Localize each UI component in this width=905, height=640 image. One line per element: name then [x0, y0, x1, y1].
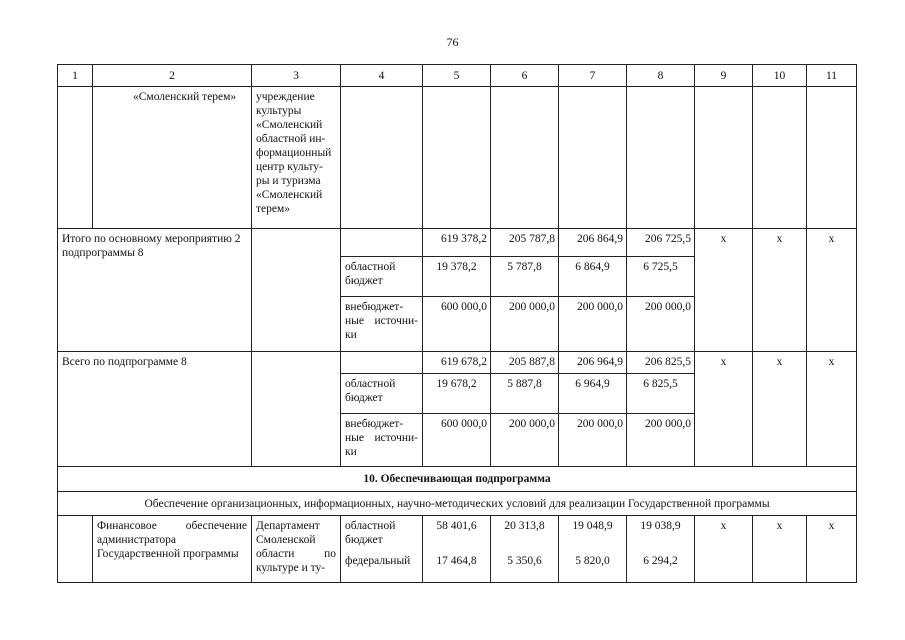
- executor-line: учреждение: [256, 91, 315, 103]
- page-number: 76: [446, 35, 459, 49]
- cell-value: 206 864,9: [559, 229, 627, 257]
- cell-value: 206 825,5: [627, 352, 695, 374]
- cell-value: 205 787,8: [491, 229, 559, 257]
- col-header: 8: [627, 65, 695, 87]
- funding-source: областной бюджет: [341, 374, 423, 414]
- executor-cell: [252, 87, 341, 229]
- cell-mark: х: [807, 229, 857, 352]
- col-header: 11: [807, 65, 857, 87]
- cell-value: 206 964,9: [559, 352, 627, 374]
- executor-line: культуры: [256, 105, 302, 117]
- cell-value: 200 000,0: [627, 297, 695, 352]
- col-header: 6: [491, 65, 559, 87]
- table-row: [58, 87, 857, 229]
- cell-value: 19 678,2: [423, 374, 491, 414]
- cell-mark: х: [695, 516, 753, 583]
- cell-value: 20 313,8: [504, 520, 545, 532]
- executor-line: центр культу-: [256, 161, 323, 173]
- funding-source: областной бюджет: [345, 520, 396, 546]
- cell-value: 6 725,5: [627, 257, 695, 297]
- col-header: 2: [93, 65, 252, 87]
- cell-value: 619 678,2: [423, 352, 491, 374]
- col-header: 1: [58, 65, 93, 87]
- executor-line: «Смоленский: [256, 189, 323, 201]
- col-header: 7: [559, 65, 627, 87]
- cell-value: 58 401,6: [436, 520, 477, 532]
- cell-value: 6 964,9: [559, 374, 627, 414]
- cell-mark: х: [695, 352, 753, 467]
- cell-value: 600 000,0: [423, 414, 491, 467]
- col-header: 10: [753, 65, 807, 87]
- cell-value: 5 887,8: [491, 374, 559, 414]
- cell-mark: х: [807, 516, 857, 583]
- cell-mark: х: [753, 516, 807, 583]
- cell-mark: х: [753, 229, 807, 352]
- cell-value: 5 820,0: [575, 555, 610, 567]
- funding-source: внебюджет-ные источни-ки: [341, 414, 423, 467]
- itogo-label: Итого по основному мероприятию 2 подпрограммы 8: [58, 229, 252, 352]
- cell-value: 19 048,9: [572, 520, 613, 532]
- cell-value: 619 378,2: [423, 229, 491, 257]
- col-header: 5: [423, 65, 491, 87]
- cell-value: 6 864,9: [559, 257, 627, 297]
- table-row-vsego-total: [58, 352, 857, 374]
- section-title-row: [58, 467, 857, 492]
- col-header: 9: [695, 65, 753, 87]
- funding-source: федеральный: [345, 555, 411, 567]
- executor-cell: Департамент Смоленской области по культуре и ту-: [252, 516, 341, 583]
- table-row-financing: [58, 516, 857, 583]
- cell-value-pair: [491, 516, 559, 583]
- executor-line: терем»: [256, 203, 291, 215]
- cell-value: 5 787,8: [491, 257, 559, 297]
- col-header: 4: [341, 65, 423, 87]
- executor-line: «Смоленский: [256, 119, 323, 131]
- cell-value: 6 825,5: [627, 374, 695, 414]
- col-header: 3: [252, 65, 341, 87]
- cell-value: 206 725,5: [627, 229, 695, 257]
- cell-value-pair: [627, 516, 695, 583]
- cell-value: 205 887,8: [491, 352, 559, 374]
- cell-value: 19 378,2: [423, 257, 491, 297]
- cell-value: 6 294,2: [643, 555, 678, 567]
- cell-value: 200 000,0: [627, 414, 695, 467]
- measure-name: «Смоленский терем»: [93, 87, 252, 229]
- cell-value: 200 000,0: [491, 414, 559, 467]
- cell-value: 200 000,0: [559, 414, 627, 467]
- section-title: 10. Обеспечивающая подпрограмма: [58, 467, 857, 492]
- measure-name: Финансовое обеспечение администратора Государственной программы: [93, 516, 252, 583]
- cell-mark: х: [695, 229, 753, 352]
- cell-mark: х: [807, 352, 857, 467]
- executor-line: формационный: [256, 147, 332, 159]
- section-subtitle: Обеспечение организационных, информационных, научно-методических условий для реализации Государственной программы: [58, 492, 857, 516]
- column-header-row: [58, 65, 857, 87]
- cell-value-pair: [423, 516, 491, 583]
- funding-source: областной бюджет: [341, 257, 423, 297]
- cell-value: 200 000,0: [491, 297, 559, 352]
- table-row-itogo-total: [58, 229, 857, 257]
- cell-mark: х: [753, 352, 807, 467]
- program-table: [57, 64, 857, 583]
- cell-value: 5 350,6: [507, 555, 542, 567]
- cell-value: 17 464,8: [436, 555, 477, 567]
- executor-line: ры и туризма: [256, 175, 321, 187]
- executor-line: областной ин-: [256, 133, 326, 145]
- cell-value: 19 038,9: [640, 520, 681, 532]
- cell-value: 600 000,0: [423, 297, 491, 352]
- funding-source-cell: [341, 516, 423, 583]
- section-subtitle-row: [58, 492, 857, 516]
- funding-source: внебюджет-ные источни-ки: [341, 297, 423, 352]
- cell-value-pair: [559, 516, 627, 583]
- vsego-label: Всего по подпрограмме 8: [58, 352, 252, 467]
- cell-value: 200 000,0: [559, 297, 627, 352]
